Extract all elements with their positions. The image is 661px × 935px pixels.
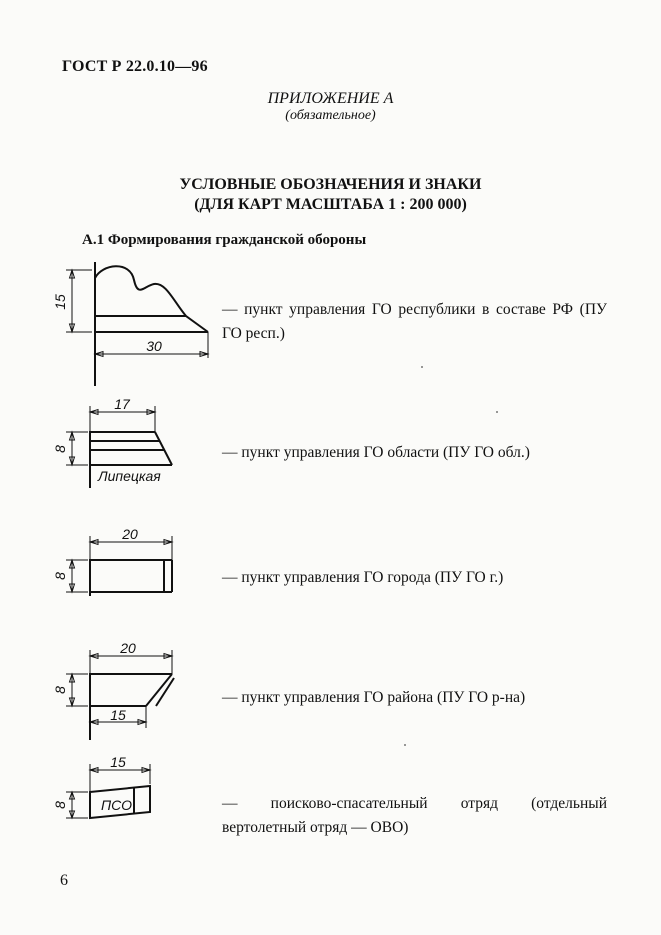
symbol-region-control-point	[50, 398, 180, 488]
height-dimension-label: 15	[52, 294, 68, 310]
main-title-line1: УСЛОВНЫЕ ОБОЗНАЧЕНИЯ И ЗНАКИ	[179, 176, 482, 193]
region-name-label: Липецкая	[98, 468, 161, 484]
width-dimension-label: 20	[122, 526, 138, 542]
description-region-control-point: — пункт управления ГО области (ПУ ГО обл.)	[222, 444, 530, 461]
symbol-district-control-point	[50, 640, 180, 740]
description-district-control-point: — пункт управления ГО района (ПУ ГО р-на)	[222, 689, 526, 706]
section-title: А.1 Формирования гражданской обороны	[82, 232, 367, 248]
symbol-republic-control-point	[50, 262, 225, 390]
description-city-control-point: — пункт управления ГО города (ПУ ГО г.)	[222, 569, 504, 586]
symbol-city-control-point	[50, 526, 180, 596]
main-title-line2: (ДЛЯ КАРТ МАСШТАБА 1 : 200 000)	[194, 196, 467, 213]
height-dimension-label: 8	[52, 572, 68, 580]
appendix-title: ПРИЛОЖЕНИЕ А	[267, 90, 394, 107]
appendix-note: (обязательное)	[285, 108, 376, 123]
height-dimension-label: 8	[52, 445, 68, 453]
height-dimension-label: 8	[52, 686, 68, 694]
document-code: ГОСТ Р 22.0.10—96	[62, 58, 208, 75]
description-republic-control-point: — пункт управления ГО республики в составе РФ (ПУ ГО респ.)	[222, 301, 607, 342]
height-dimension-label: 8	[52, 801, 68, 809]
scan-speck	[404, 744, 406, 746]
symbol-search-rescue-team	[50, 754, 160, 824]
page-number: 6	[60, 872, 68, 889]
description-search-rescue-team: — поисково-спасательный отряд (отдельный вертолетный отряд — ОВО)	[222, 795, 607, 836]
team-abbreviation-label: ПСО	[101, 797, 132, 813]
width-dimension-label: 20	[120, 640, 136, 656]
width-dimension-label: 15	[110, 754, 126, 770]
width-dimension-label: 17	[114, 396, 130, 412]
scan-speck	[496, 411, 498, 413]
width-dimension-label: 30	[146, 338, 162, 354]
scan-speck	[421, 366, 423, 368]
bottom-width-dimension-label: 15	[110, 707, 126, 723]
